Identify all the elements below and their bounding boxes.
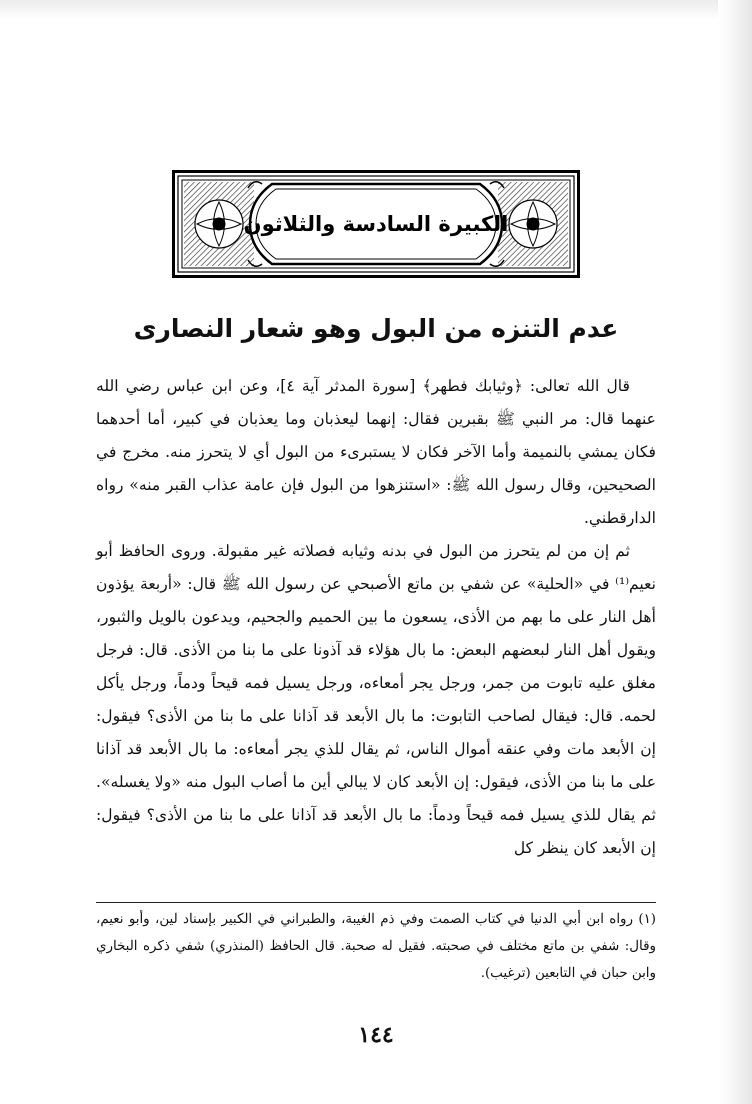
footnote-divider: [96, 902, 656, 903]
body-paragraph-2: [96, 535, 656, 891]
page-number: ١٤٤: [358, 1022, 394, 1048]
footnote-1: (١) رواه ابن أبي الدنيا في كتاب الصمت وفي ذم الغيبة، والطبراني في الكبير بإسناد لين، وأبو نعيم، وقال: شفي بن ماتع مختلف في صحبته. فقيل له صحبة. قال الحافظ (المنذري) شفي ذكره البخاري وابن حبان في التابعين (ترغيب).: [96, 912, 656, 981]
footnotes: [96, 906, 656, 996]
page-binding-edge: [718, 0, 752, 1104]
chapter-title: الكبيرة السادسة والثلاثون: [243, 212, 509, 236]
paragraph-text: ثم إن من لم يتحرز من البول في بدنه وثيابه فصلاته غير مقبولة. وروى الحافظ أبو نعيم⁽¹⁾ في «الحلية» عن شفي بن ماتع الأصبحي عن رسول الله ﷺ قال: «أربعة يؤذون أهل النار على ما بهم من الأذى، يسعون ما بين الحميم والجحيم، ويدعون بالويل والثبور، ويقول أهل النار لبعضهم البعض: ما بال هؤلاء قد آذونا على ما بنا من الأذى. قال: فرجل مغلق عليه تابوت من جمر، ورجل يجر أمعاءه، ورجل يسيل فمه قيحاً ودماً، ورجل يأكل لحمه. قال: فيقال لصاحب التابوت: ما بال الأبعد قد آذانا على ما بنا من الأذى؟ فيقول: إن الأبعد مات وفي عنقه أموال الناس، ثم يقال للذي يجر أمعاءه: ما بال الأبعد قد آذانا على ما بنا من الأذى، فيقول: إن الأبعد كان لا يبالي أين ما أصاب البول منه «ولا يغسله». ثم يقال للذي يسيل فمه قيحاً ودماً: ما بال الأبعد قد آذانا على ما بنا من الأذى؟ فيقول: إن الأبعد كان ينظر كل: [96, 542, 656, 857]
section-title: عدم التنزه من البول وهو شعار النصارى: [133, 314, 619, 343]
paragraph-text: قال الله تعالى: ﴿وثيابك فطهر﴾ [سورة المدثر آية ٤]، وعن ابن عباس رضي الله عنهما قال: مر النبي ﷺ بقبرين فقال: إنهما ليعذبان وما يعذبان في كبير، أما أحدهما فكان يمشي بالنميمة وأما الآخر فكان لا يستبرىء من البول أي لا يتحرز منه. مخرج في الصحيحين، وقال رسول الله ﷺ: «استنزهوا من البول فإن عامة عذاب القبر منه» رواه الدارقطني.: [96, 377, 656, 527]
page-top-shadow: [0, 0, 752, 20]
body-paragraph-1: [96, 370, 656, 536]
